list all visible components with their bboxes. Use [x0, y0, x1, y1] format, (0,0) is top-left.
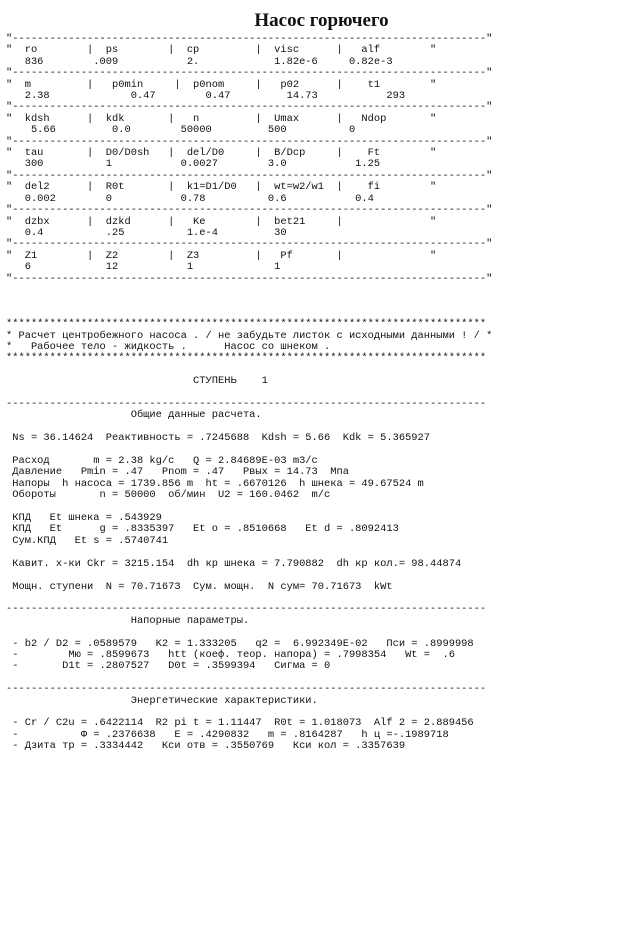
document-line: 2.38 0.47 0.47 14.73 293: [6, 90, 406, 103]
document-line: "----------------------------------------------------------------------------": [6, 135, 493, 148]
document-line: КПД Et g = .8335397 Et o = .8510668 Et d = .8092413: [6, 523, 399, 536]
document-line: " ro | ps | cp | visc | alf ": [6, 44, 437, 57]
document-line: [6, 285, 492, 296]
document-line: Энергетические характеристики.: [6, 694, 318, 707]
document-line: " m | p0min | p0nom | p02 | t1 ": [6, 78, 437, 91]
document-line: Мощн. ступени N = 70.71673 Сум. мощн. N сум= 70.71673 kWt: [6, 580, 393, 593]
document-line: Напоры h насоса = 1739.856 m ht = .6670126 h шнека = 49.67524 m: [6, 477, 424, 490]
document-line: " del2 | R0t | k1=D1/D0 | wt=w2/w1 | fi ": [6, 181, 437, 194]
document-line: [6, 627, 492, 638]
document-line: 0.4 .25 1.e-4 30: [6, 226, 287, 239]
document-line: -----------------------------------------------------------------------------: [6, 603, 487, 616]
document-line: Расход m = 2.38 kg/c Q = 2.84689E-03 m3/c: [6, 455, 318, 468]
document-title: Насос горючего: [254, 10, 389, 31]
document-line: - b2 / D2 = .0589579 K2 = 1.333205 q2 = 6.992349E-02 Пси = .8999998: [6, 637, 474, 650]
document-line: *****************************************************************************: [6, 352, 487, 365]
document-line: - Мю = .8599673 htt (коеф. теор. напора) = .7998354 Wt = .6: [6, 648, 455, 661]
document-line: * Расчет центробежного насоса . / не забудьте листок с исходными данными ! / *: [6, 329, 493, 342]
document-line: *****************************************************************************: [6, 318, 487, 331]
document-line: "----------------------------------------------------------------------------": [6, 238, 493, 251]
document-line: "----------------------------------------------------------------------------": [6, 67, 493, 80]
document-line: Обороты n = 50000 об/мин U2 = 160.0462 m/c: [6, 489, 331, 502]
document-line: "----------------------------------------------------------------------------": [6, 272, 493, 285]
document-line: -----------------------------------------------------------------------------: [6, 398, 487, 410]
document-line: КПД Et шнека = .543929: [6, 512, 162, 525]
document-line: "----------------------------------------------------------------------------": [6, 204, 493, 217]
document-line: - Ф = .2376638 E = .4290832 m = .8164287 h ц =-.1989718: [6, 728, 449, 741]
document-line: 5.66 0.0 50000 500 0: [6, 124, 356, 137]
document-line: - Дзита тр = .3334442 Кси отв = .3550769 Кси кол = .3357639: [6, 740, 406, 753]
document-line: "----------------------------------------------------------------------------": [6, 169, 493, 182]
document-line: - D1t = .2807527 D0t = .3599394 Сигма = 0: [6, 660, 331, 673]
document-line: [6, 296, 492, 307]
document-line: [6, 570, 492, 581]
document-line: * Рабочее тело - жидкость . Насос со шнеком .: [6, 340, 331, 353]
document-line: 836 .009 2. 1.82e-6 0.82e-3: [6, 55, 393, 68]
document-line: Сум.КПД Et s = .5740741: [6, 534, 169, 547]
document-line: " tau | D0/D0sh | del/D0 | B/Dcp | Ft ": [6, 147, 437, 160]
document-line: Кавит. х-ки Ckr = 3215.154 dh кр шнека = 7.790882 dh кр кол.= 98.44874: [6, 557, 462, 570]
document-line: Общие данные расчета.: [6, 409, 262, 422]
document-line: 300 1 0.0027 3.0 1.25: [6, 158, 381, 171]
document-body: [6, 34, 492, 753]
document-line: Ns = 36.14624 Реактивность = .7245688 Kdsh = 5.66 Kdk = 5.365927: [6, 432, 431, 445]
document-line: " kdsh | kdk | n | Umax | Ndop ": [6, 112, 437, 125]
document-line: [6, 547, 492, 558]
document-line: Давление Pmin = .47 Pnom = .47 Pвых = 14.73 Мпа: [6, 466, 349, 479]
document-line: " dzbx | dzkd | Ke | bet21 | ": [6, 215, 437, 228]
document-line: 6 12 1 1: [6, 261, 281, 274]
document-line: "----------------------------------------------------------------------------": [6, 33, 493, 45]
document-line: Напорные параметры.: [6, 614, 250, 627]
document-line: "----------------------------------------------------------------------------": [6, 101, 493, 114]
document-line: " Z1 | Z2 | Z3 | Pf | ": [6, 249, 437, 262]
document-line: - Cr / C2u = .6422114 R2 pi t = 1.11447 R0t = 1.018073 Alf 2 = 2.889456: [6, 717, 474, 730]
document-line: СТУПЕНЬ 1: [6, 375, 268, 388]
document-line: 0.002 0 0.78 0.6 0.4: [6, 192, 374, 205]
document-line: -----------------------------------------------------------------------------: [6, 683, 487, 696]
